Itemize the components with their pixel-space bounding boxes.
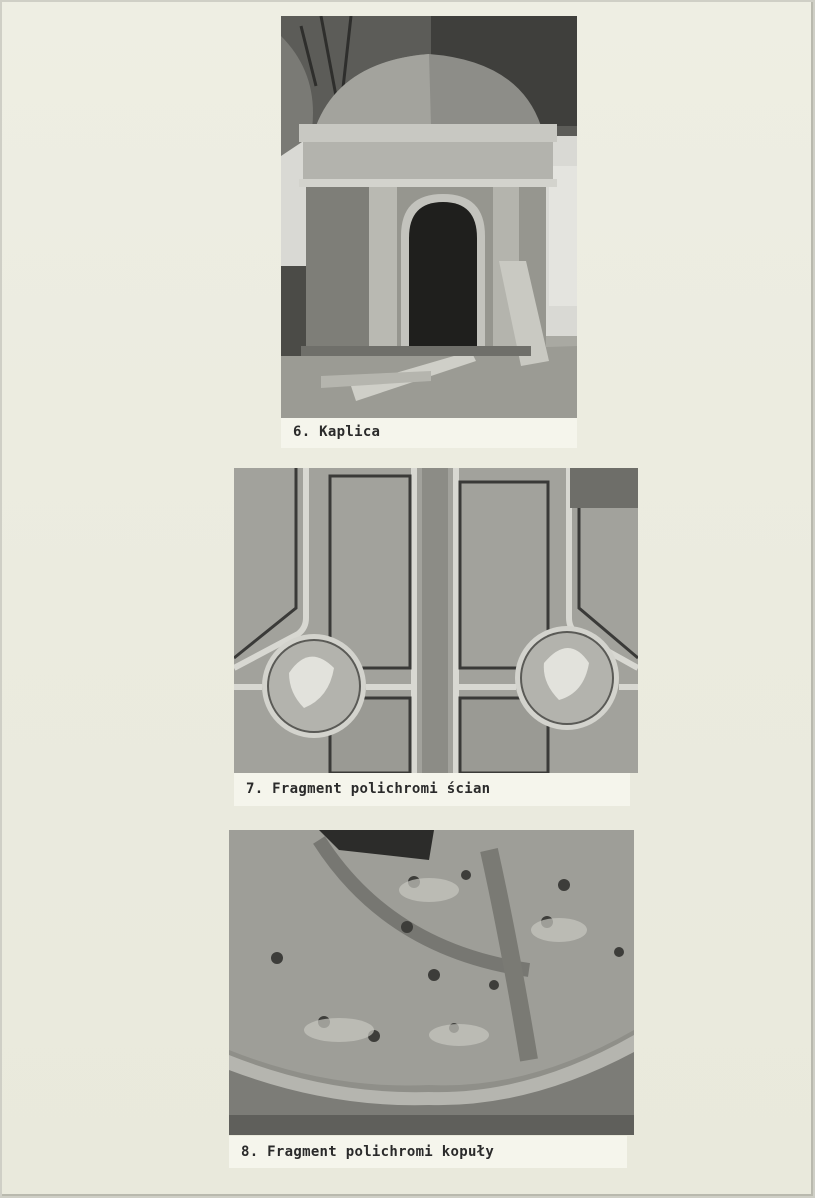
dome-polychrome-photo (229, 830, 634, 1135)
caption-plate-8: 8. Fragment polichromi kopuły (229, 1136, 627, 1168)
dome-polychrome-image (229, 830, 634, 1135)
chapel-photo (281, 16, 577, 418)
caption-plate-7: 7. Fragment polichromi ścian (234, 773, 630, 806)
wall-polychrome-image (234, 468, 638, 773)
caption-plate-6: 6. Kaplica (281, 418, 577, 448)
wall-polychrome-photo (234, 468, 638, 773)
chapel-image (281, 16, 577, 418)
